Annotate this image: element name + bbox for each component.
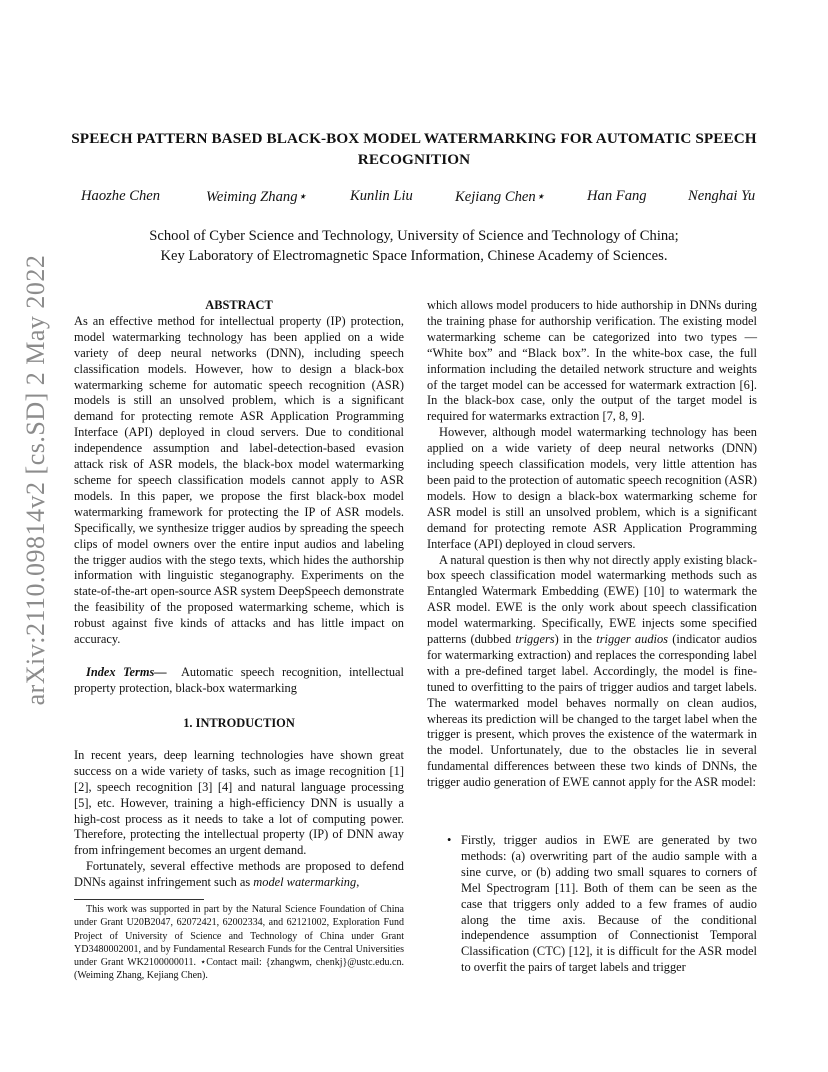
author-name: Weiming Zhang⋆ xyxy=(206,189,307,205)
author-name: Kejiang Chen⋆ xyxy=(455,189,545,205)
bullet-item xyxy=(427,833,757,976)
abstract-heading: ABSTRACT xyxy=(205,298,273,312)
body-paragraph: which allows model producers to hide authorship in DNNs during the training phase for authorship verification. The existing model watermarking scheme can be categorized into two types — “White box” and “Black box”. In the white-box case, the full information including the detailed network structure and weights of the target model can be accessed for watermark extraction [6]. In the black-box case, only the output of the target model is required for watermarks extraction [7, 8, 9]. xyxy=(427,298,757,424)
bullet-list xyxy=(427,833,757,976)
affiliation-line: Key Laboratory of Electromagnetic Space Information, Chinese Academy of Sciences. xyxy=(160,248,668,264)
bullet-marker: • xyxy=(447,833,452,847)
author-name: Haozhe Chen xyxy=(81,188,161,204)
footnote-divider xyxy=(74,899,204,900)
footnote xyxy=(74,903,404,983)
introduction-section xyxy=(74,716,404,891)
index-terms xyxy=(74,665,404,697)
abstract-section xyxy=(74,298,404,648)
paper-title: SPEECH PATTERN BASED BLACK-BOX MODEL WATERMARKING FOR AUTOMATIC SPEECH RECOGNITION xyxy=(71,130,757,168)
author-name: Nenghai Yu xyxy=(688,188,756,204)
index-terms-text: Automatic speech recognition, intellectual property protection, black-box watermarking xyxy=(74,665,404,695)
body-paragraph: However, although model watermarking technology has been applied on a wide variety of deep neural networks (DNN) including speech classification models, very little attention has been paid to the protection of automatic speech recognition (ASR) models. How to design a black-box watermarking scheme for ASR model is still an unsolved problem, which is a significant demand for protecting remote ASR Application Programming Interface (API) deployed in cloud servers. xyxy=(427,425,757,551)
author-list xyxy=(70,188,770,208)
introduction-heading: 1. INTRODUCTION xyxy=(183,716,295,730)
body-paragraph: A natural question is then why not directly apply existing black-box speech classification model watermarking methods such as Entangled Watermark Embedding (EWE) [10] to watermark the ASR model. EWE is the only work about speech classification model watermarking. Specifically, EWE injects some specified patterns (dubbed triggers) in the trigger audios (indicator audios for watermarking extraction) and replaces the corresponding label with a pre-defined target label. Accordingly, the model is fine-tuned to overfitting to the pairs of trigger audios and target labels. The watermarked model behaves normally on clean audios, whereas its prediction will be changed to the target label when the trigger is present, which proves the existence of the watermark in the model. Unfortunately, due to the obstacles lie in several fundamental differences between these two kinds of DNNs, the trigger audio generation of EWE cannot apply for the ASR model: xyxy=(427,552,758,790)
intro-paragraph: In recent years, deep learning technologies have shown great success on a wide variety of tasks, such as image recognition [1] [2], speech recognition [3] [4] and natural language processing [5], etc. However, training a high-efficiency DNN is usually a high-cost process as it needs to take a lot of computing power. Therefore, protecting the intellectual property (IP) of DNN away from infringement becomes an urgent demand. xyxy=(74,747,404,858)
bullet-text: Firstly, trigger audios in EWE are generated by two methods: (a) overwriting part of the audio sample with a sine curve, or (b) adding two small squares to corners of Mel Spectrogram [11]. Both of them can be seen as the case that triggers only added to a few frames of audio along the time axis. Because of the conditional independence assumption of Connectionist Temporal Classification (CTC) [12], it is difficult for the ASR model to overfit the pairs of target labels and trigger xyxy=(461,833,757,975)
index-terms-label: Index Terms— xyxy=(86,665,167,679)
right-column-text xyxy=(427,298,757,791)
arxiv-identifier-stamp: arXiv:2110.09814v2 [cs.SD] 2 May 2022 xyxy=(21,254,50,706)
affiliation-line: School of Cyber Science and Technology, University of Science and Technology of China; xyxy=(149,228,679,244)
footnote-text: This work was supported in part by the Natural Science Foundation of China under Grant U20B2047, 62072421, 62002334, and 62121002, Exploration Fund Project of University of Science and Technology of China under Grant YD3480002001, and by Fundamental Research Funds for the Central Universities under Grant WK2100000011. ⋆Contact mail: {zhangwm, chenkj}@ustc.edu.cn. (Weiming Zhang, Kejiang Chen). xyxy=(74,904,404,982)
author-name: Han Fang xyxy=(587,188,647,204)
intro-paragraph: Fortunately, several effective methods are proposed to defend DNNs against infringement such as model watermarking, xyxy=(74,859,404,890)
affiliation-block xyxy=(60,226,768,266)
abstract-text: As an effective method for intellectual property (IP) protection, model watermarking technology has been applied on a wide variety of deep neural networks (DNN), including speech classification models. However, how to design a black-box watermarking scheme for automatic speech recognition (ASR) models is still an unsolved problem, which is a significant demand for protecting remote ASR Application Programming Interface (API) deployed in cloud servers. Due to conditional independence assumption and label-detection-based evasion attack risk of ASR models, the black-box model watermarking scheme for speech classification models cannot apply to ASR models. In this paper, we propose the first black-box model watermarking framework for protecting the IP of ASR models. Specifically, we synthesize trigger audios by spreading the speech clips of model owners over the entire input audios and labeling the trigger audios with the stego texts, which hides the authorship information with linguistic steganography. Experiments on the state-of-the-art open-source ASR system DeepSpeech demonstrate the feasibility of the proposed watermarking scheme, which is robust against five kinds of attacks and has little impact on accuracy. xyxy=(74,313,404,647)
author-name: Kunlin Liu xyxy=(350,188,413,204)
